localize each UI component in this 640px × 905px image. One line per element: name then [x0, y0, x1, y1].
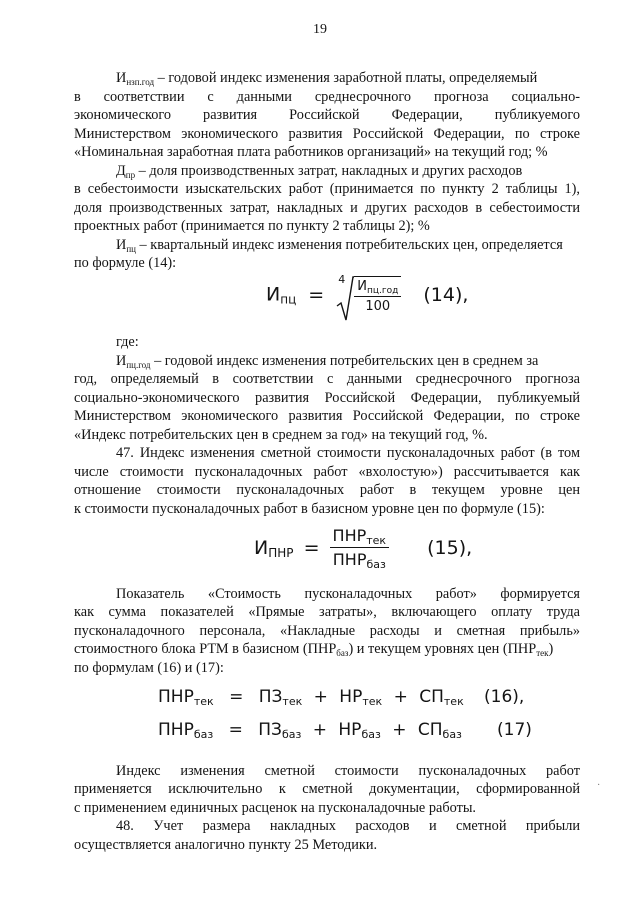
symbol-subscript: пц.год [126, 360, 151, 370]
paragraph-line: стоимостного блока РТМ в базисном $(ПНР_{баз})$ и текущем уровнях цен $(ПНР_{тек})$ [74, 641, 554, 658]
paragraph-line: доля производственных затрат, накладных и других расходов в себестоимости [74, 200, 580, 216]
symbol-subscript: пц [126, 244, 136, 254]
paragraph-line: с применением единичных расценок на пусконаладочные работы. [74, 800, 477, 816]
formula-plus: + [393, 687, 408, 707]
formula-lhs-subscript: пц [280, 292, 297, 307]
paragraph-line: по формулам (16) и (17): [74, 660, 224, 676]
formula-number: (14), [423, 283, 469, 306]
paragraph-line: применяется исключительно к сметной документации, сформированной [74, 781, 580, 797]
formula-radical [336, 273, 401, 314]
definition-text: – годовой индекс изменения заработной платы, определяемый [154, 70, 538, 86]
paragraph-line: «Номинальная заработная плата работников организаций» на текущий год; % [74, 144, 548, 160]
paragraph-line: год, определяемый в соответствии с данными среднесрочного прогноза [74, 371, 580, 387]
formula-term: СП [417, 720, 443, 740]
paragraph-line: 48. Учет размера накладных расходов и сметной прибыли [116, 818, 580, 834]
symbol-text: И [116, 237, 127, 253]
paragraph-line [116, 237, 580, 253]
definition-text: – годовой индекс изменения потребительских цен в среднем за [150, 353, 539, 369]
formula-lhs: ПНР [158, 687, 194, 707]
paragraph-line: в соответствии с данными среднесрочного прогноза социально- [74, 89, 580, 105]
radicand-numerator-subscript: пц.год [366, 286, 399, 296]
radical-sign [336, 276, 354, 322]
radicand-numerator: И [357, 279, 367, 294]
paragraph-line: в себестоимости изыскательских работ (принимается по пункту 2 таблицы 1), [74, 181, 580, 197]
text-subscript: тек [536, 648, 549, 658]
formula-lhs: $И_{ПНР}$ [254, 536, 294, 560]
formula-term: СП [419, 687, 444, 707]
formula-term: НР [338, 720, 362, 740]
formula-17: $ПНР_{баз} = ПЗ_{баз} + НР_{баз} + СП_{баз}$ [158, 720, 462, 741]
paragraph-line: «Индекс потребительских цен в среднем за год» на текущий год, %. [74, 427, 488, 443]
fraction-denominator: ПНР [332, 550, 367, 569]
formula-lhs-subscript: ПНР [268, 545, 294, 560]
paragraph-line: к стоимости пусконаладочных работ в базисном уровне цен по формуле (15): [74, 501, 545, 517]
formula-16: $ПНР_{тек} = ПЗ_{тек} + НР_{тек} + СП_{тек}$ [158, 687, 464, 708]
radicand-denominator: 100 [365, 299, 391, 314]
page-number: 19 [313, 22, 327, 37]
formula-fraction [330, 526, 390, 569]
radicand-fraction [354, 276, 401, 314]
paragraph-line: где: [116, 334, 139, 350]
formula-plus: + [313, 687, 328, 707]
symbol-text: И [116, 70, 127, 86]
formula-term: ПЗ [258, 687, 283, 707]
paragraph-line: проектных работ (принимается по пункту 2 таблицы 2); % [74, 218, 430, 234]
paragraph-line [116, 70, 580, 86]
formula-number: (15), [427, 536, 473, 559]
formula-equals: = [308, 283, 325, 306]
formula-equals: = [228, 720, 243, 740]
paragraph-line: по формуле (14): [74, 255, 177, 271]
paragraph-line: Показатель «Стоимость пусконаладочных работ» формируется [116, 586, 580, 602]
formula-15 [254, 526, 472, 569]
formula-plus: + [312, 720, 327, 740]
definition-text: – доля производственных затрат, накладных и других расходов [135, 163, 523, 179]
paragraph-line: 47. Индекс изменения сметной стоимости пусконаладочных работ (в том [116, 445, 580, 461]
symbol-text: И [116, 353, 127, 369]
paragraph-line: числе стоимости пусконаладочных работ «вхолостую») рассчитывается как [74, 464, 580, 480]
fraction-numerator-subscript: тек [366, 534, 387, 547]
definition-text: – квартальный индекс изменения потребительских цен, определяется [135, 237, 563, 253]
fraction-denominator-subscript: баз [366, 558, 386, 571]
formula-equals: = [303, 536, 320, 559]
formula-plus: + [392, 720, 407, 740]
paragraph-line: социально-экономического развития Российской Федерации, публикуемый [74, 390, 580, 406]
formula-lhs: ПНР [158, 720, 194, 740]
paragraph-line [116, 353, 580, 369]
paragraph-line: Индекс изменения сметной стоимости пусконаладочных работ [116, 763, 580, 779]
fraction-numerator: ПНР [332, 526, 367, 545]
formula-term: НР [339, 687, 363, 707]
paragraph-line: Министерством экономического развития Российской Федерации, по строке [74, 126, 580, 142]
formula-term: ПЗ [258, 720, 282, 740]
paragraph-line: пусконаладочного персонала, «Накладные расходы и сметная прибыль» [74, 623, 580, 639]
formula-number: (17) [497, 720, 532, 740]
paragraph-line: как сумма показателей «Прямые затраты», включающего оплату труда [74, 604, 580, 620]
paragraph-line [116, 163, 580, 179]
formula-14 [266, 273, 469, 314]
formula-number: (16), [484, 687, 525, 707]
symbol-subscript: пр [125, 170, 136, 180]
paragraph-line: Министерством экономического развития Российской Федерации, по строке [74, 408, 580, 424]
formula-lhs: И [266, 283, 281, 306]
formula-equals: = [229, 687, 244, 707]
text-subscript: баз [336, 648, 349, 658]
root-index: 4 [338, 273, 346, 286]
symbol-subscript: нзп.год [126, 77, 155, 87]
symbol-text: Д [116, 163, 126, 179]
paragraph-line: экономического развития Российской Федерации, публикуемого [74, 107, 580, 123]
paragraph-line: отношение стоимости пусконаладочных работ в текущем уровне цен [74, 482, 580, 498]
margin-mark: · [597, 780, 601, 791]
paragraph-line: осуществляется аналогично пункту 25 Методики. [74, 837, 378, 853]
